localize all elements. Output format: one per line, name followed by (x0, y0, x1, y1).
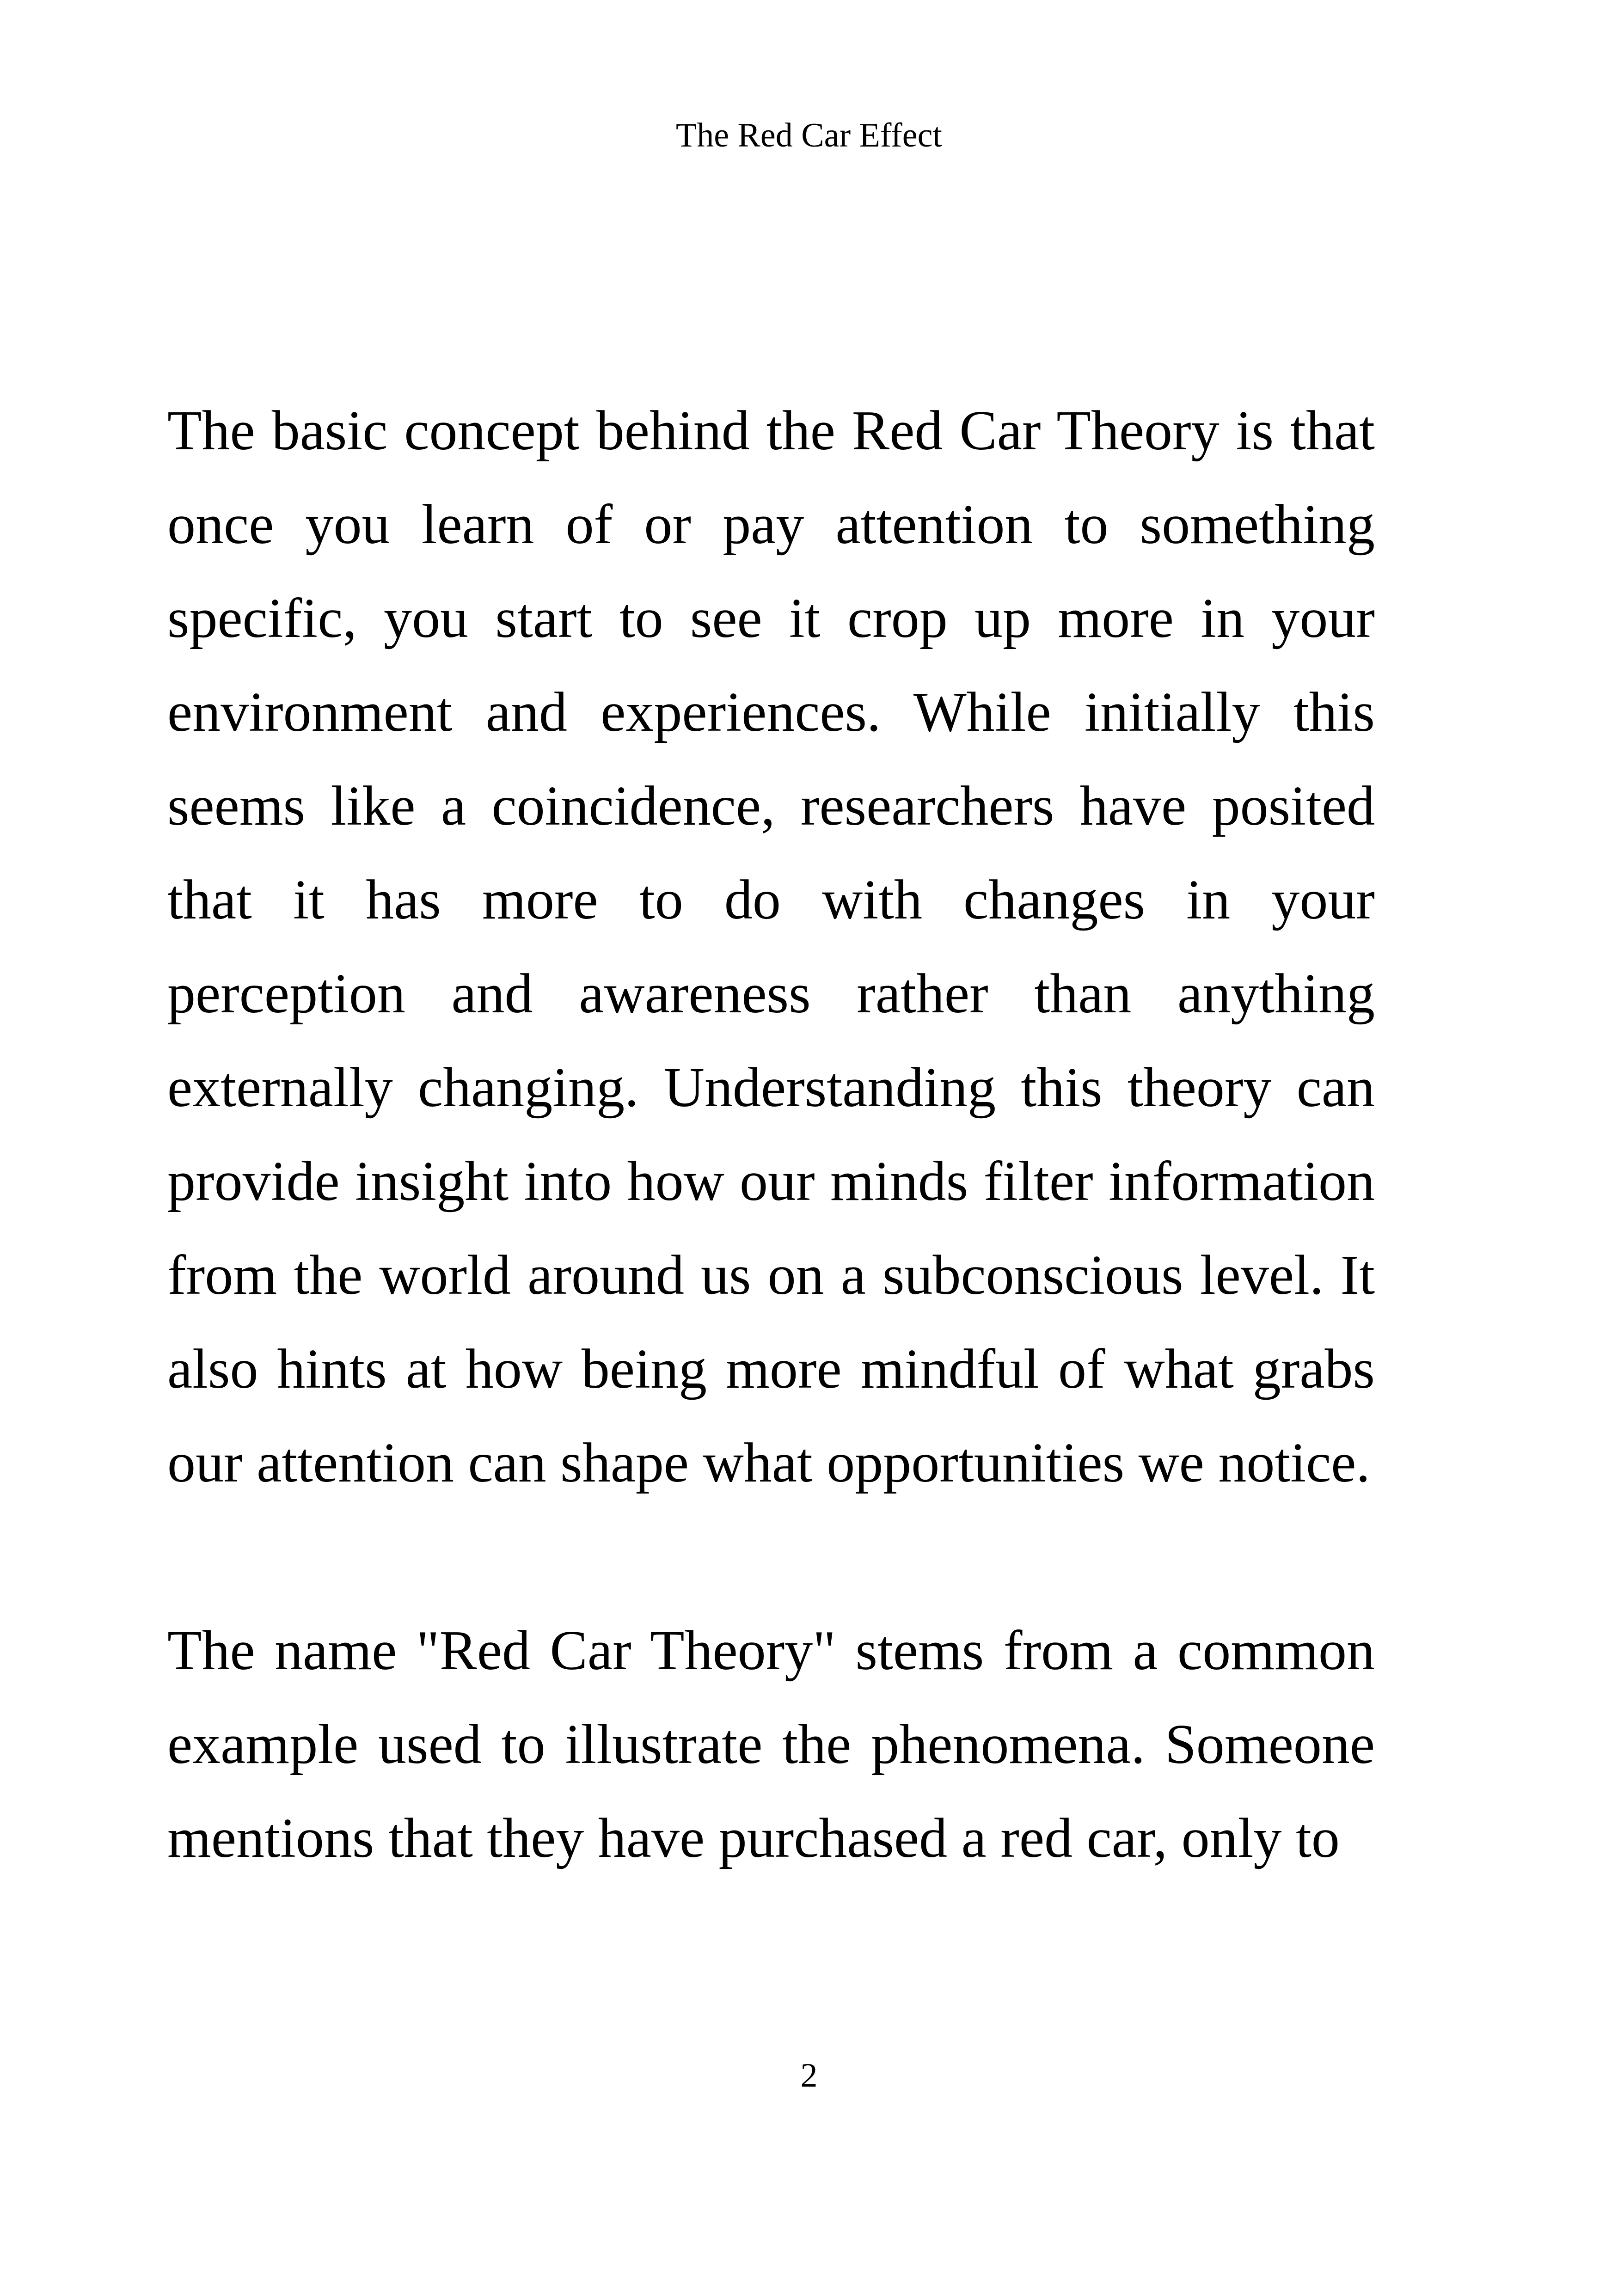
paragraph: The name "Red Car Theory" stems from a common example used to illustrate the phenomena. Someone mentions that they have purchased a red car, only to (167, 1619, 1375, 1869)
paragraph: The basic concept behind the Red Car Theory is that once you learn of or pay attention to something specific, you start to see it crop up more in your environment and experiences. While initially this seems like a coincidence, researchers have posited that it has more to do with changes in your perception and awareness rather than anything externally changing. Understanding this theory can provide insight into how our minds filter information from the world around us on a subconscious level. It also hints at how being more mindful of what grabs our attention can shape what opportunities we notice. (167, 399, 1375, 1494)
body-text (167, 384, 1375, 1885)
page-number: 2 (800, 2057, 818, 2094)
running-header: The Red Car Effect (676, 116, 942, 154)
